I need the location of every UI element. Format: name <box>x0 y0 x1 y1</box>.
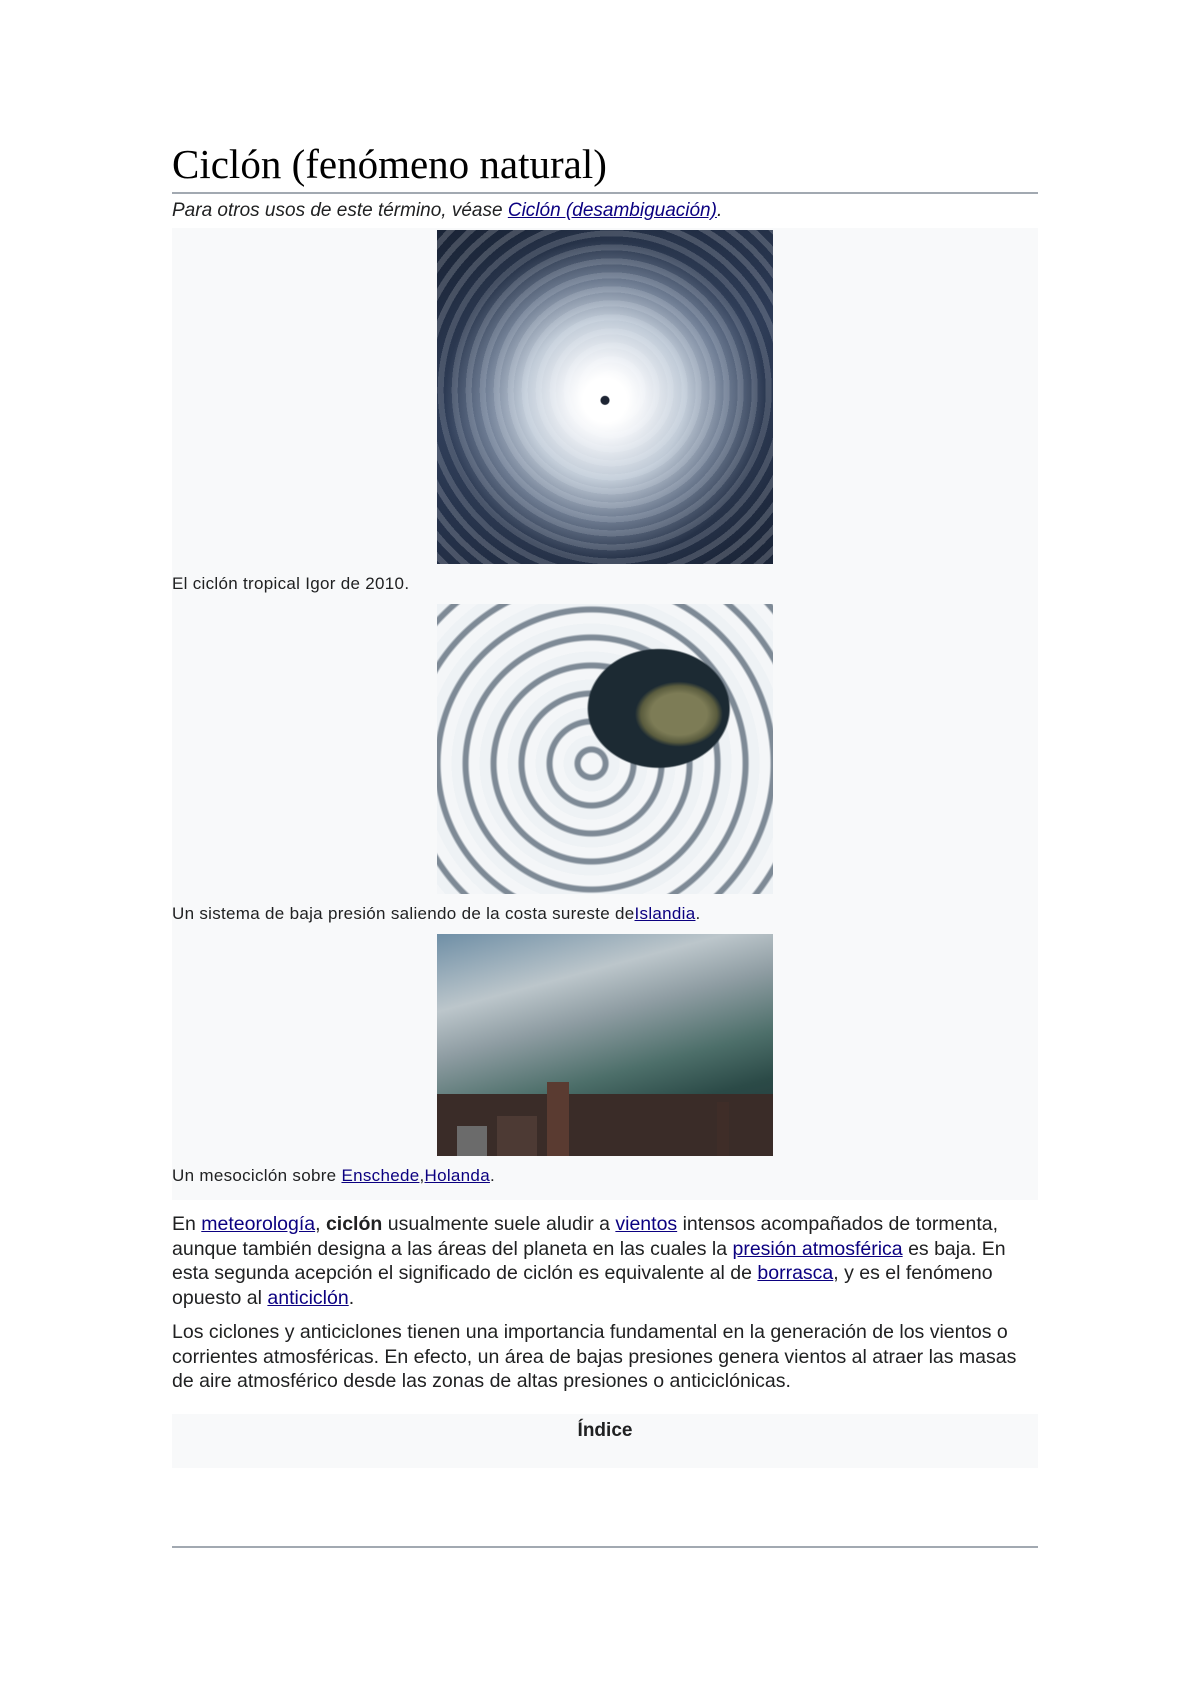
article <box>172 138 1038 1468</box>
disambiguation-link[interactable]: Ciclón (desambiguación) <box>507 200 717 221</box>
caption-text: Un mesociclón sobre <box>172 1166 342 1185</box>
table-of-contents <box>172 1414 1038 1468</box>
intro-paragraph <box>172 1212 1038 1310</box>
text-run: , <box>315 1213 326 1235</box>
hatnote-text: Para otros usos de este término, véase <box>172 200 508 221</box>
text-run: es baja. En esta segunda acepción el significado de ciclón es equivalente al de <box>172 1237 1006 1284</box>
toc-title: Índice <box>577 1419 633 1441</box>
borrasca-link[interactable]: borrasca <box>757 1262 834 1284</box>
figure-igor <box>172 230 1038 604</box>
vientos-link[interactable]: vientos <box>615 1213 678 1235</box>
body-section <box>172 1320 1038 1394</box>
figure-caption <box>172 894 1038 934</box>
section-divider <box>172 1546 1038 1548</box>
figure-caption: El ciclón tropical Igor de 2010. <box>172 574 410 593</box>
presion-atmosferica-link[interactable]: presión atmosférica <box>732 1237 903 1260</box>
image-gallery <box>172 228 1038 1200</box>
islandia-link[interactable]: Islandia <box>634 904 696 923</box>
figure-caption <box>172 1156 1038 1196</box>
caption-suffix: . <box>489 1166 495 1185</box>
text-run: usualmente suele aludir a <box>382 1213 616 1235</box>
building-shape <box>497 1116 537 1156</box>
text-run: intensos acompañados de tormenta, aunque también designa a las áreas del planeta en las cuales la <box>172 1213 999 1260</box>
caption-suffix: . <box>695 904 701 923</box>
meteorologia-link[interactable]: meteorología <box>201 1213 316 1235</box>
hatnote-suffix: . <box>716 200 723 221</box>
body-paragraph: Los ciclones y anticiclones tienen una importancia fundamental en la generación de los vientos o corrientes atmosféricas. En efecto, un área de bajas presiones genera vientos al atraer las masas de aire atmosférico desde las zonas de altas presiones o anticiclónicas. <box>172 1321 1017 1392</box>
building-shape <box>717 1102 729 1156</box>
intro-section <box>172 1212 1038 1310</box>
caption-text: Un sistema de baja presión saliendo de la costa sureste de <box>172 904 635 923</box>
figure-iceland <box>172 604 1038 934</box>
building-shape <box>547 1082 569 1156</box>
holanda-link[interactable]: Holanda <box>424 1166 490 1185</box>
page-title: Ciclón (fenómeno natural) <box>172 138 1038 194</box>
building-shape <box>457 1126 487 1156</box>
hurricane-satellite-image[interactable] <box>437 230 773 564</box>
text-run: , y es el fenómeno opuesto al <box>172 1262 993 1309</box>
bold-term: ciclón <box>325 1213 383 1235</box>
figure-enschede <box>172 934 1038 1196</box>
mesocyclone-photo[interactable] <box>437 934 773 1156</box>
text-run: . <box>348 1286 355 1309</box>
enschede-link[interactable]: Enschede <box>341 1166 420 1185</box>
hatnote <box>172 200 1038 222</box>
anticiclon-link[interactable]: anticiclón <box>267 1286 349 1309</box>
low-pressure-satellite-image[interactable] <box>437 604 773 894</box>
caption-separator: , <box>419 1166 425 1185</box>
text-run: En <box>172 1213 202 1235</box>
